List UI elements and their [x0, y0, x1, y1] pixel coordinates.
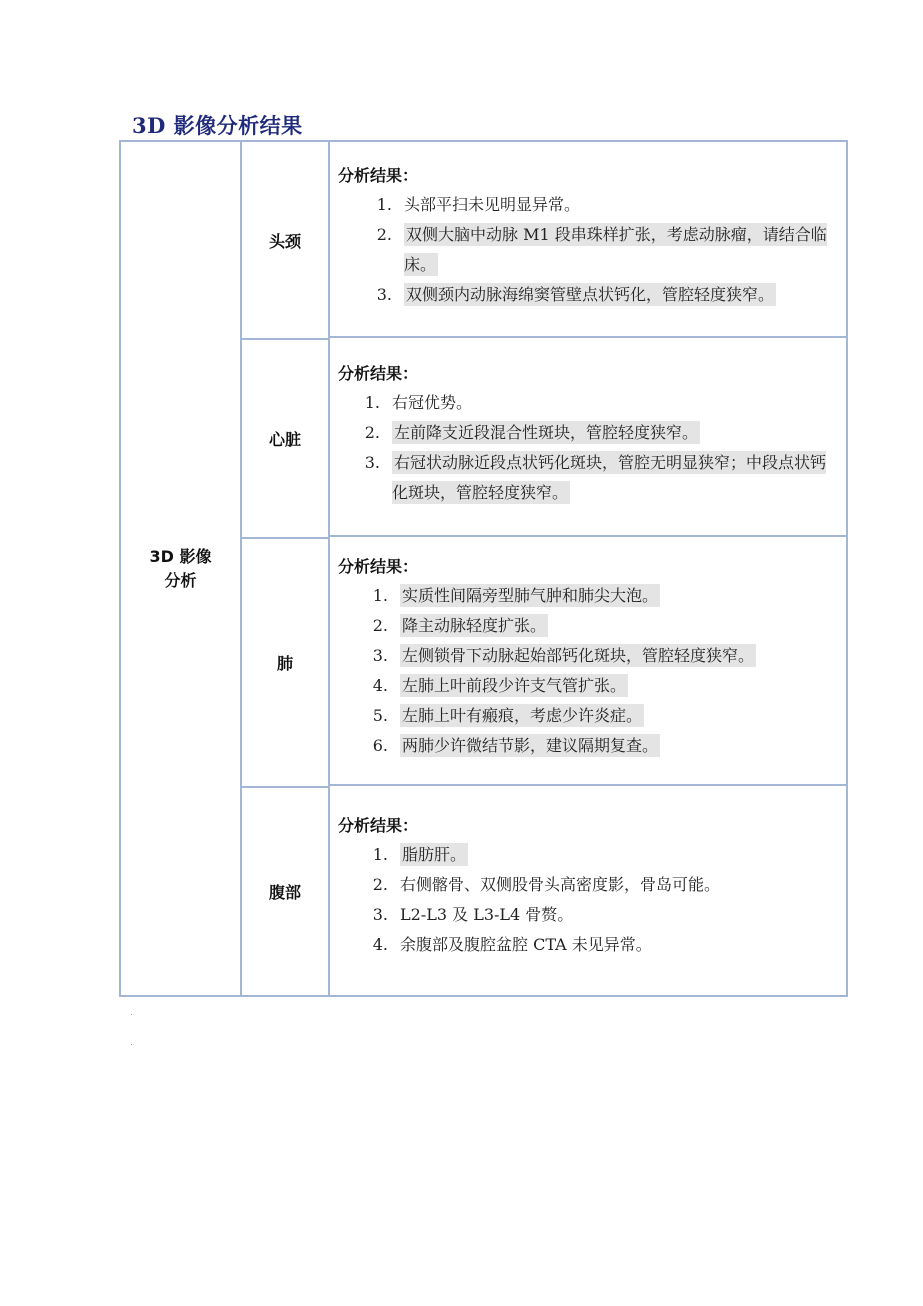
finding-text: 右冠优势。 [392, 393, 473, 412]
region-label-heart: 心脏 [268, 430, 301, 449]
list-item [338, 701, 830, 731]
finding-text: 余腹部及腹腔盆腔 CTA 未见异常。 [400, 935, 652, 954]
list-number: 1. [364, 393, 380, 412]
list-number: 3. [372, 646, 388, 665]
list-number: 2. [372, 616, 388, 635]
findings-list-heart [338, 388, 830, 508]
finding-text: 脂肪肝。 [402, 845, 467, 864]
list-number: 3. [376, 285, 392, 304]
list-item [338, 190, 830, 220]
finding-text: 双侧大脑中动脉 M1 段串珠样扩张，考虑动脉瘤，请结合临床。 [404, 225, 827, 274]
region-cell-lung [242, 539, 330, 788]
list-item [338, 388, 830, 418]
result-label: 分析结果： [338, 816, 419, 835]
category-label-line1: 3D 影像 [149, 546, 212, 566]
list-number: 2. [372, 875, 388, 894]
finding-text: 右冠状动脉近段点状钙化斑块，管腔无明显狭窄；中段点状钙化斑块，管腔轻度狭窄。 [392, 453, 827, 502]
region-label-abdomen: 腹部 [268, 883, 301, 902]
list-item [338, 418, 830, 448]
list-number: 5. [372, 706, 388, 725]
content-cell-head-neck [330, 142, 846, 338]
result-label: 分析结果： [338, 557, 419, 576]
finding-text: 双侧颈内动脉海绵窦管壁点状钙化，管腔轻度狭窄。 [406, 285, 775, 304]
list-number: 6. [372, 736, 388, 755]
analysis-table [119, 140, 848, 997]
list-number: 2. [376, 225, 392, 244]
finding-text: 左肺上叶前段少许支气管扩张。 [402, 676, 627, 695]
list-item [338, 870, 830, 900]
content-cell-abdomen [330, 788, 846, 995]
list-number: 2. [364, 423, 380, 442]
list-item [338, 840, 830, 870]
list-item [338, 671, 830, 701]
finding-text: 左侧锁骨下动脉起始部钙化斑块，管腔轻度狭窄。 [402, 646, 755, 665]
list-item [338, 930, 830, 960]
region-cell-head-neck [242, 142, 330, 340]
paragraph-mark [131, 1014, 132, 1015]
region-label-lung: 肺 [276, 654, 293, 673]
list-number: 1. [372, 845, 388, 864]
list-item [338, 581, 830, 611]
category-cell [121, 142, 242, 995]
findings-list-head-neck [338, 190, 830, 310]
list-number: 1. [376, 195, 392, 214]
region-cell-heart [242, 340, 330, 539]
finding-text: 实质性间隔旁型肺气肿和肺尖大泡。 [402, 586, 659, 605]
result-label: 分析结果： [338, 364, 419, 383]
list-item [338, 220, 830, 280]
findings-list-abdomen [338, 840, 830, 960]
region-cell-abdomen [242, 788, 330, 995]
content-cell-lung [330, 539, 846, 786]
content-cell-heart [330, 340, 846, 537]
finding-text: 右侧髂骨、双侧股骨头高密度影，骨岛可能。 [400, 875, 721, 894]
finding-text: 头部平扫未见明显异常。 [404, 195, 581, 214]
list-item [338, 611, 830, 641]
page-title: 3D 影像分析结果 [132, 113, 303, 138]
list-item [338, 448, 830, 508]
result-label: 分析结果： [338, 166, 419, 185]
findings-list-lung [338, 581, 830, 761]
list-number: 3. [372, 905, 388, 924]
list-item [338, 731, 830, 761]
list-item [338, 641, 830, 671]
category-label-line2: 分析 [164, 570, 197, 590]
list-item [338, 900, 830, 930]
finding-text: L2-L3 及 L3-L4 骨赘。 [400, 905, 574, 924]
list-number: 1. [372, 586, 388, 605]
paragraph-mark [131, 1044, 132, 1045]
list-item [338, 280, 830, 310]
list-number: 3. [364, 453, 380, 472]
finding-text: 左前降支近段混合性斑块，管腔轻度狭窄。 [394, 423, 699, 442]
finding-text: 两肺少许微结节影，建议隔期复查。 [402, 736, 659, 755]
list-number: 4. [372, 935, 388, 954]
region-label-head-neck: 头颈 [268, 231, 301, 251]
finding-text: 降主动脉轻度扩张。 [402, 616, 547, 635]
list-number: 4. [372, 676, 388, 695]
finding-text: 左肺上叶有瘢痕，考虑少许炎症。 [402, 706, 643, 725]
